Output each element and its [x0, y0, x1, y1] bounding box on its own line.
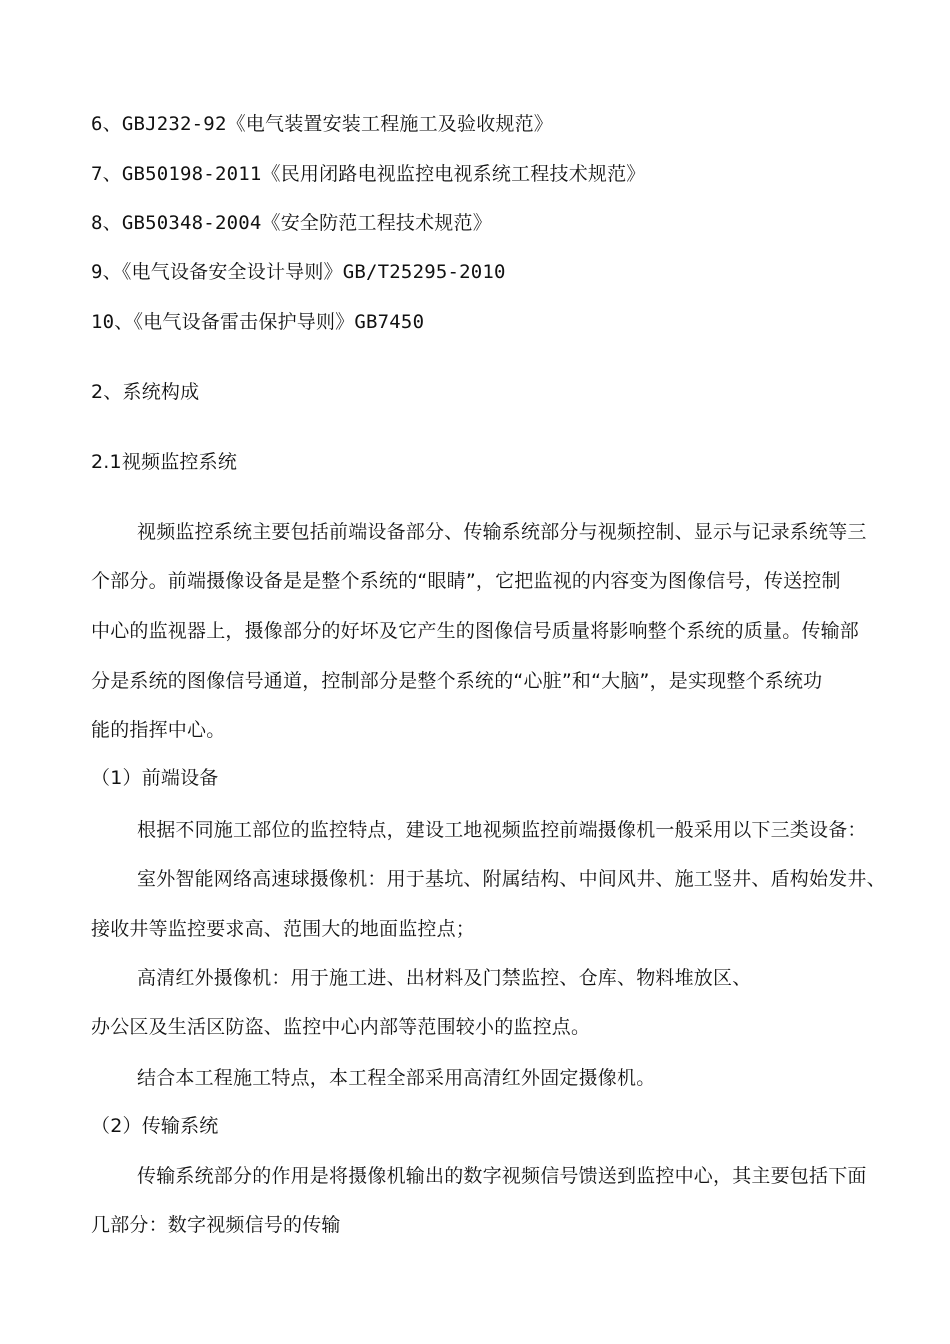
intro-paragraph-line-4: 分是系统的图像信号通道，控制部分是整个系统的“心脏”和“大脑”，是实现整个系统功 [91, 670, 823, 692]
intro-paragraph-line-3: 中心的监视器上，摄像部分的好坏及它产生的图像信号质量将影响整个系统的质量。传输部 [91, 620, 860, 642]
transmission-paragraph-line-2: 几部分：数字视频信号的传输 [91, 1214, 341, 1236]
front-end-paragraph-3-line-2: 办公区及生活区防盗、监控中心内部等范围较小的监控点。 [91, 1016, 591, 1038]
front-end-paragraph-2-line-2: 接收井等监控要求高、范围大的地面监控点； [91, 918, 476, 940]
front-end-paragraph-4: 结合本工程施工特点，本工程全部采用高清红外固定摄像机。 [137, 1067, 656, 1089]
transmission-heading: （2）传输系统 [91, 1115, 219, 1137]
reference-item-7: 7、GB50198-2011《民用闭路电视监控电视系统工程技术规范》 [91, 163, 646, 185]
intro-paragraph-line-1: 视频监控系统主要包括前端设备部分、传输系统部分与视频控制、显示与记录系统等三 [137, 521, 867, 543]
front-end-heading: （1）前端设备 [91, 767, 219, 789]
section-2-1-heading: 2.1视频监控系统 [91, 451, 238, 473]
front-end-paragraph-1: 根据不同施工部位的监控特点，建设工地视频监控前端摄像机一般采用以下三类设备： [137, 819, 867, 841]
reference-item-10: 10、《电气设备雷击保护导则》GB7450 [91, 311, 425, 333]
reference-item-9: 9、《电气设备安全设计导则》GB/T25295-2010 [91, 261, 506, 283]
front-end-paragraph-2-line-1: 室外智能网络高速球摄像机：用于基坑、附属结构、中间风井、施工竖井、盾构始发井、 [137, 868, 886, 890]
section-2-heading: 2、系统构成 [91, 381, 200, 403]
transmission-paragraph-line-1: 传输系统部分的作用是将摄像机输出的数字视频信号馈送到监控中心，其主要包括下面 [137, 1165, 867, 1187]
intro-paragraph-line-5: 能的指挥中心。 [91, 719, 226, 741]
front-end-paragraph-3-line-1: 高清红外摄像机：用于施工进、出材料及门禁监控、仓库、物料堆放区、 [137, 967, 752, 989]
reference-item-6: 6、GBJ232-92《电气装置安装工程施工及验收规范》 [91, 113, 553, 135]
intro-paragraph-line-2: 个部分。前端摄像设备是是整个系统的“眼睛”，它把监视的内容变为图像信号，传送控制 [91, 570, 841, 592]
reference-item-8: 8、GB50348-2004《安全防范工程技术规范》 [91, 212, 492, 234]
